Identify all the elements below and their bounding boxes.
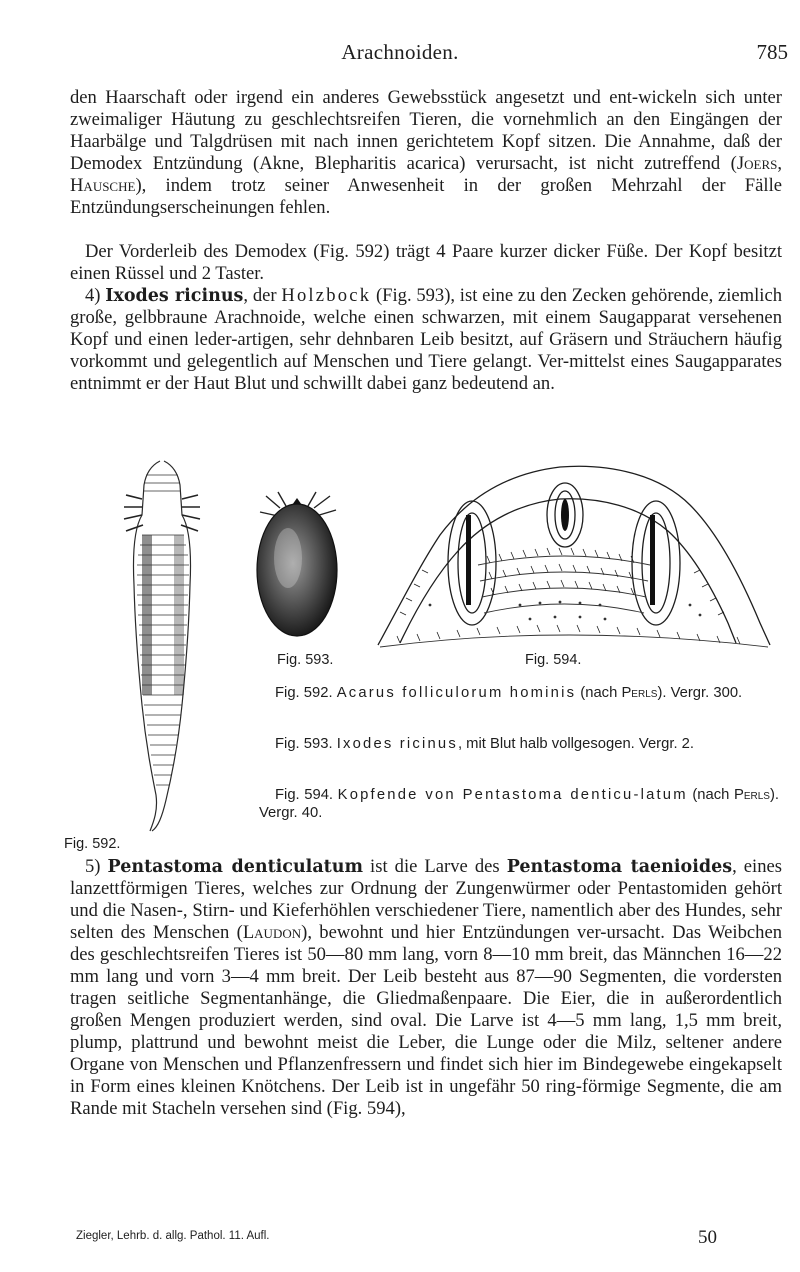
footer-citation: Ziegler, Lehrb. d. allg. Pathol. 11. Aufl. [76,1230,270,1242]
page-number: 785 [756,40,788,64]
caption-text: , mit Blut halb vollgesogen. Vergr. 2. [457,736,695,752]
item-number: 4) [85,285,106,306]
species-name-pentastoma-taenioides: Pentastoma taenioides [506,857,733,877]
running-head-title: Arachnoiden. [341,40,459,64]
text-mid: , der [243,285,282,306]
separator: , [777,153,782,174]
paragraph-text: , eines lanzettförmigen Tieres, welches zur Ordnung der Zungenwürmer oder Pentastomiden gehört und die Nasen-, Stirn- und Kieferhöhlen verschiedener Tiere, namentlich aber des Hundes, sehr selten des Menschen ( [70,856,782,943]
caption-species: Ixodes ricinus [336,736,458,752]
caption-text-end: ). Vergr. 40. [259,787,779,821]
species-name-ixodes: Ixodes ricinus [105,286,244,306]
caption-species: Kopfende von Pentastoma denticu-latum [337,787,688,803]
signature-number: 50 [698,1227,717,1248]
caption-text: (nach [576,685,622,701]
caption-species: Acarus folliculorum hominis [336,685,577,701]
author-joers: Joers [736,153,778,174]
caption-author: Perls [621,685,658,701]
caption-prefix: Fig. 593. [275,736,337,752]
common-name: Holzbock [281,285,372,306]
paragraph-pentastoma [70,856,782,1120]
caption-prefix: Fig. 594. [275,787,338,803]
caption-prefix: Fig. 592. [275,685,337,701]
item-number: 5) [85,856,108,877]
caption-592 [259,684,779,702]
caption-593 [259,735,779,753]
paragraph-text-end: ), indem trotz seiner Anwesenheit in der großen Mehrzahl der Fälle Entzündungserscheinungen fehlen. [70,175,782,218]
caption-594 [259,786,779,822]
figure-592-label: Fig. 592. [64,836,121,852]
caption-text-end: ). Vergr. 300. [657,685,743,701]
figure-592-illustration [112,455,212,835]
figure-594-illustration [360,455,780,655]
paragraph-text: (Fig. 593), ist eine zu den Zecken gehörende, ziemlich große, gelbbraune Arachnoide, welche einen schwarzen, mit einem Saugapparat versehenen Kopf und einen leder-artigen, sehr dehnbaren Leib besitzt, auf Gräsern und Sträuchern häufig vorkommt und gelegentlich auf Menschen und Tiere gelangt. Ver-mittelst eines Saugapparates entnimmt er der Haut Blut und schwillt dabei ganz bedeutend an. [70,285,783,394]
caption-author: Perls [733,787,770,803]
figure-594-label: Fig. 594. [525,652,582,668]
caption-text: (nach [687,787,734,803]
paragraph-demodex-anatomy: Der Vorderleib des Demodex (Fig. 592) trägt 4 Paare kurzer dicker Füße. Der Kopf besitzt einen Rüssel und 2 Taster. [70,241,782,284]
paragraph-text-end: ), bewohnt und hier Entzündungen ver-ursacht. Das Weibchen des geschlechtsreifen Tieres ist 50—80 mm lang, vorn 8—10 mm breit, das Männchen 16—22 mm lang und vorn 3—4 mm breit. Der Leib besteht aus 87—90 Segmenten, die vordersten tragen seitliche Segmentanhänge, die Gliedmaßenpaare. Die Eier, die in außerordentlich großen Mengen produziert werden, sind oval. Die Larve ist 4—5 mm lang, 1,5 mm breit, plump, plattrund und bewohnt meist die Leber, die Lunge oder die Milz, seltener andere Organe von Menschen und Pflanzenfressern und findet sich hier im Bindegewebe eingekapselt in Form eines kleinen Knötchens. Der Leib ist in ungefähr 50 ring-förmige Segmente, die am Rande mit Stacheln versehen sind (Fig. 594), [70,922,782,1119]
figure-593-label: Fig. 593. [277,652,334,668]
paragraph-text: den Haarschaft oder irgend ein anderes Gewebsstück angesetzt und ent-wickeln sich unter zweimaliger Häutung zu geschlechtsreifen Tieren, die vornehmlich an den Eingängen der Haarbälge und Talgdrüsen mit nach innen gerichtetem Kopf sitzen. Die Annahme, daß der Demodex Entzündung (Akne, Blepharitis acarica) verursacht, ist nicht zutreffend ( [70,87,782,174]
text-mid: ist die Larve des [363,856,507,877]
author-laudon: Laudon [242,922,302,943]
species-name-pentastoma-denticulatum: Pentastoma denticulatum [107,857,363,877]
author-hausche: Hausche [70,175,136,196]
figure-593-illustration [248,488,346,640]
